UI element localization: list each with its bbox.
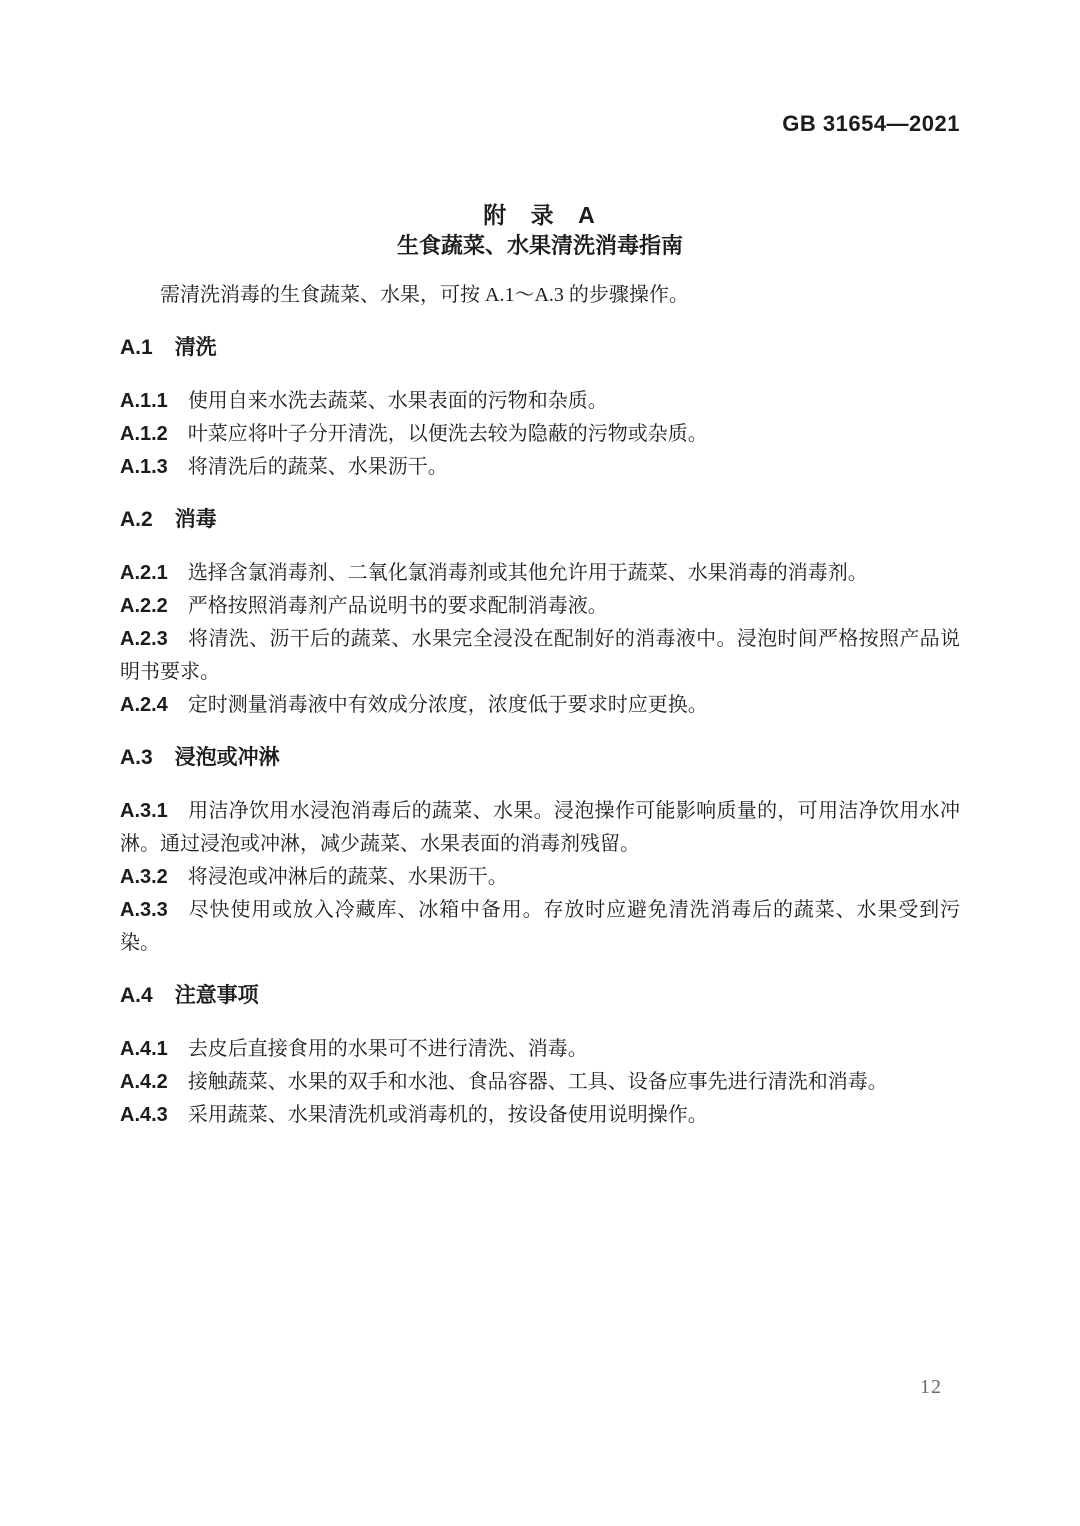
clause [120, 590, 960, 623]
section-title: 浸泡或冲淋 [174, 746, 280, 769]
clause-text: 使用自来水洗去蔬菜、水果表面的污物和杂质。 [187, 390, 608, 412]
clause-text: 采用蔬菜、水果清洗机或消毒机的，按设备使用说明操作。 [187, 1104, 708, 1126]
clause-text: 将清洗后的蔬菜、水果沥干。 [187, 456, 448, 478]
doc-number: GB 31654—2021 [782, 111, 960, 136]
section-title: 消毒 [174, 508, 217, 531]
clause-number: A.1.2 [120, 423, 168, 445]
section-a1 [120, 331, 960, 484]
appendix-subtitle: 生食蔬菜、水果清洗消毒指南 [396, 233, 683, 258]
clause [120, 451, 960, 484]
clause-text: 叶菜应将叶子分开清洗，以便洗去较为隐蔽的污物或杂质。 [187, 423, 708, 445]
clause-text: 将浸泡或冲淋后的蔬菜、水果沥干。 [187, 866, 508, 888]
clause-number: A.2.4 [120, 694, 168, 716]
section-number: A.2 [120, 508, 153, 531]
clause-text: 严格按照消毒剂产品说明书的要求配制消毒液。 [187, 595, 608, 617]
clause-number: A.4.1 [120, 1038, 168, 1060]
section-a3 [120, 741, 960, 960]
clause-text: 定时测量消毒液中有效成分浓度，浓度低于要求时应更换。 [187, 694, 708, 716]
clause [120, 1033, 960, 1066]
clause [120, 623, 960, 689]
clause [120, 1099, 960, 1132]
clause-number: A.3.1 [120, 800, 168, 822]
page-number: 12 [920, 1376, 942, 1398]
section-a2 [120, 503, 960, 722]
clause [120, 385, 960, 418]
clause-text: 尽快使用或放入冷藏库、冰箱中备用。存放时应避免清洗消毒后的蔬菜、水果受到污染。 [120, 899, 960, 954]
section-number: A.4 [120, 984, 153, 1007]
clause-number: A.1.1 [120, 390, 168, 412]
clause [120, 795, 960, 861]
clause-number: A.2.1 [120, 562, 168, 584]
clause [120, 689, 960, 722]
clause-text: 将清洗、沥干后的蔬菜、水果完全浸没在配制好的消毒液中。浸泡时间严格按照产品说明书要求。 [120, 628, 960, 683]
section-a4 [120, 979, 960, 1132]
clause-text: 去皮后直接食用的水果可不进行清洗、消毒。 [187, 1038, 588, 1060]
clause-number: A.3.3 [120, 899, 168, 921]
clause-number: A.4.3 [120, 1104, 168, 1126]
section-title: 清洗 [174, 336, 217, 359]
clause [120, 418, 960, 451]
section-number: A.3 [120, 746, 153, 769]
clause [120, 861, 960, 894]
clause-number: A.2.3 [120, 628, 168, 650]
clause-text: 接触蔬菜、水果的双手和水池、食品容器、工具、设备应事先进行清洗和消毒。 [187, 1071, 888, 1093]
section-heading [120, 979, 960, 1012]
section-heading [120, 503, 960, 536]
clause-number: A.3.2 [120, 866, 168, 888]
clause [120, 894, 960, 960]
section-title: 注意事项 [174, 984, 259, 1007]
intro-paragraph: 需清洗消毒的生食蔬菜、水果，可按 A.1～A.3 的步骤操作。 [160, 284, 689, 306]
clause-text: 选择含氯消毒剂、二氧化氯消毒剂或其他允许用于蔬菜、水果消毒的消毒剂。 [187, 562, 868, 584]
clause-number: A.4.2 [120, 1071, 168, 1093]
clause [120, 557, 960, 590]
appendix-title: 附 录 A [483, 202, 597, 228]
clause-number: A.1.3 [120, 456, 168, 478]
section-heading [120, 741, 960, 774]
clause-number: A.2.2 [120, 595, 168, 617]
clause [120, 1066, 960, 1099]
section-number: A.1 [120, 336, 153, 359]
section-heading [120, 331, 960, 364]
clause-text: 用洁净饮用水浸泡消毒后的蔬菜、水果。浸泡操作可能影响质量的，可用洁净饮用水冲淋。通过浸泡或冲淋，减少蔬菜、水果表面的消毒剂残留。 [120, 800, 960, 855]
